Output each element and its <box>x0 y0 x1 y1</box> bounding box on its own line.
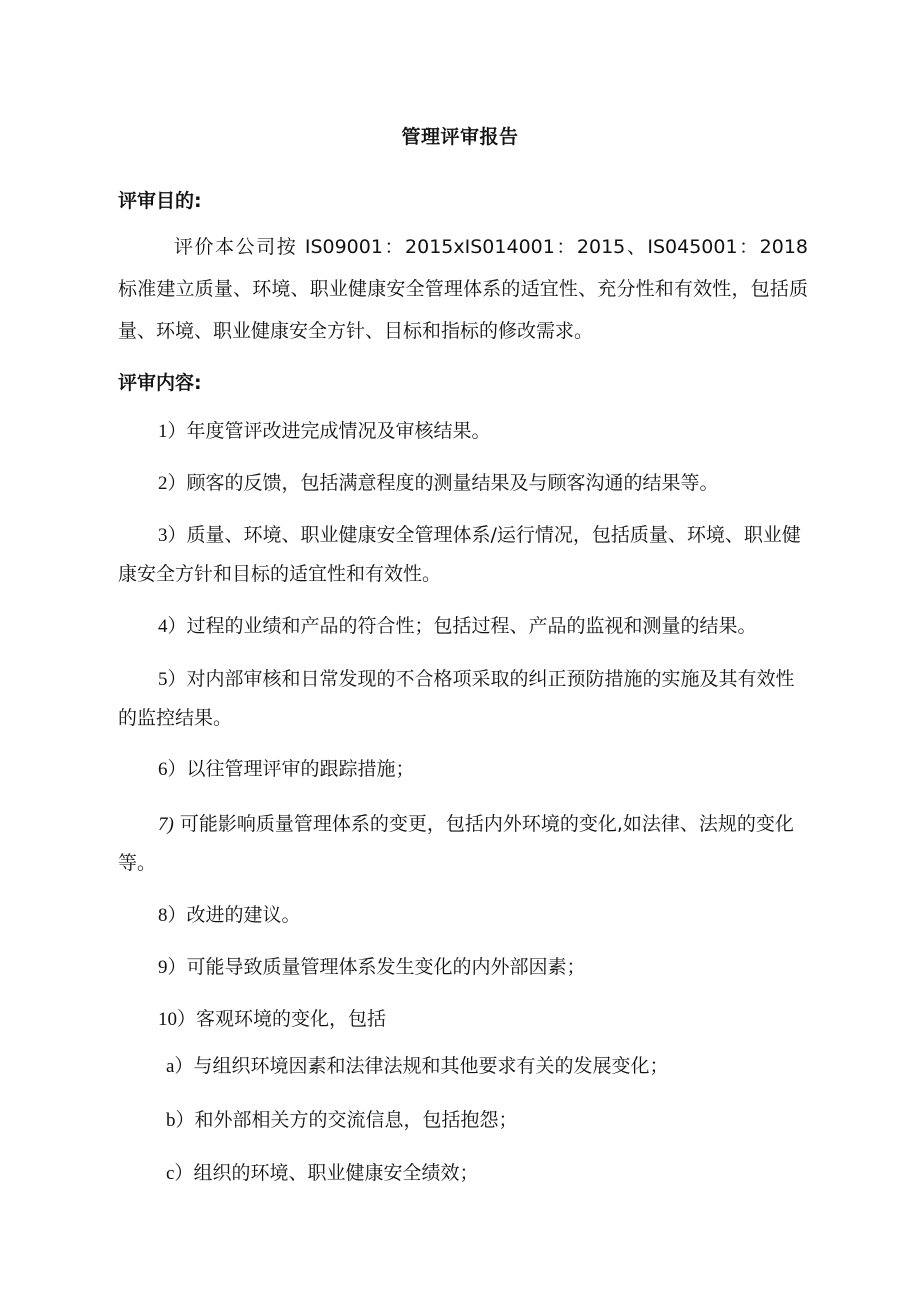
list-item-number: 2） <box>158 473 187 494</box>
list-item-number: 7) <box>158 814 174 835</box>
sub-list-item-text: 组织的环境、职业健康安全绩效； <box>193 1162 479 1184</box>
purpose-paragraph: 评价本公司按 IS09001：2015xIS014001：2015、IS045001：2018 标准建立质量、环境、职业健康安全管理体系的适宜性、充分性和有效性，包括质量、环境、职业健康安全方针、目标和指标的修改需求。 <box>118 236 808 342</box>
sub-list-item-letter: b） <box>166 1110 195 1131</box>
list-item <box>118 805 808 882</box>
list-item-text: 客观环境的变化，包括 <box>196 1008 387 1030</box>
list-item <box>118 660 808 737</box>
list-item <box>118 948 808 987</box>
sub-list-item <box>118 1047 808 1086</box>
list-item <box>118 464 808 503</box>
list-item-text: 过程的业绩和产品的符合性；包括过程、产品的监视和测量的结果。 <box>186 615 757 637</box>
list-item-text: 对内部审核和日常发现的不合格项采取的纠正预防措施的实施及其有效性的监控结果。 <box>118 668 795 729</box>
list-item-text: 年度管评改进完成情况及审核结果。 <box>186 420 491 442</box>
list-item-text: 以往管理评审的跟踪措施； <box>186 758 415 780</box>
list-item-text: 顾客的反馈，包括满意程度的测量结果及与顾客沟通的结果等。 <box>186 472 719 494</box>
sub-list-item-text: 和外部相关方的交流信息，包括抱怨； <box>194 1109 518 1131</box>
list-item-number: 9） <box>158 957 187 978</box>
list-item-number: 4） <box>158 616 187 637</box>
purpose-heading: 评审目的: <box>118 190 202 212</box>
sub-list-item <box>118 1101 808 1140</box>
document-title: 管理评审报告 <box>401 126 519 148</box>
sub-list-item-letter: a） <box>166 1056 194 1077</box>
list-item-number: 5） <box>158 669 187 690</box>
sub-list-item-text: 与组织环境因素和法律法规和其他要求有关的发展变化； <box>193 1055 669 1077</box>
list-item-number: 3） <box>158 525 187 546</box>
content-heading: 评审内容: <box>118 372 202 394</box>
list-item-number: 1） <box>158 421 187 442</box>
list-item-text: 可能导致质量管理体系发生变化的内外部因素； <box>186 956 586 978</box>
list-item-text: 改进的建议。 <box>186 904 301 926</box>
list-item <box>118 750 808 789</box>
list-item <box>118 412 808 451</box>
list-item-number: 10） <box>158 1009 197 1030</box>
list-item <box>118 896 808 935</box>
sub-list-item-letter: c） <box>166 1163 194 1184</box>
list-item-number: 6） <box>158 759 187 780</box>
list-item-text: 质量、环境、职业健康安全管理体系/运行情况，包括质量、环境、职业健康安全方针和目标的适宜性和有效性。 <box>118 524 801 585</box>
list-item <box>118 1000 808 1039</box>
list-item <box>118 607 808 646</box>
list-item-text: 可能影响质量管理体系的变更，包括内外环境的变化,如法律、法规的变化等。 <box>118 813 794 874</box>
list-item-number: 8） <box>158 905 187 926</box>
list-item <box>118 516 808 593</box>
sub-list-item <box>118 1154 808 1193</box>
